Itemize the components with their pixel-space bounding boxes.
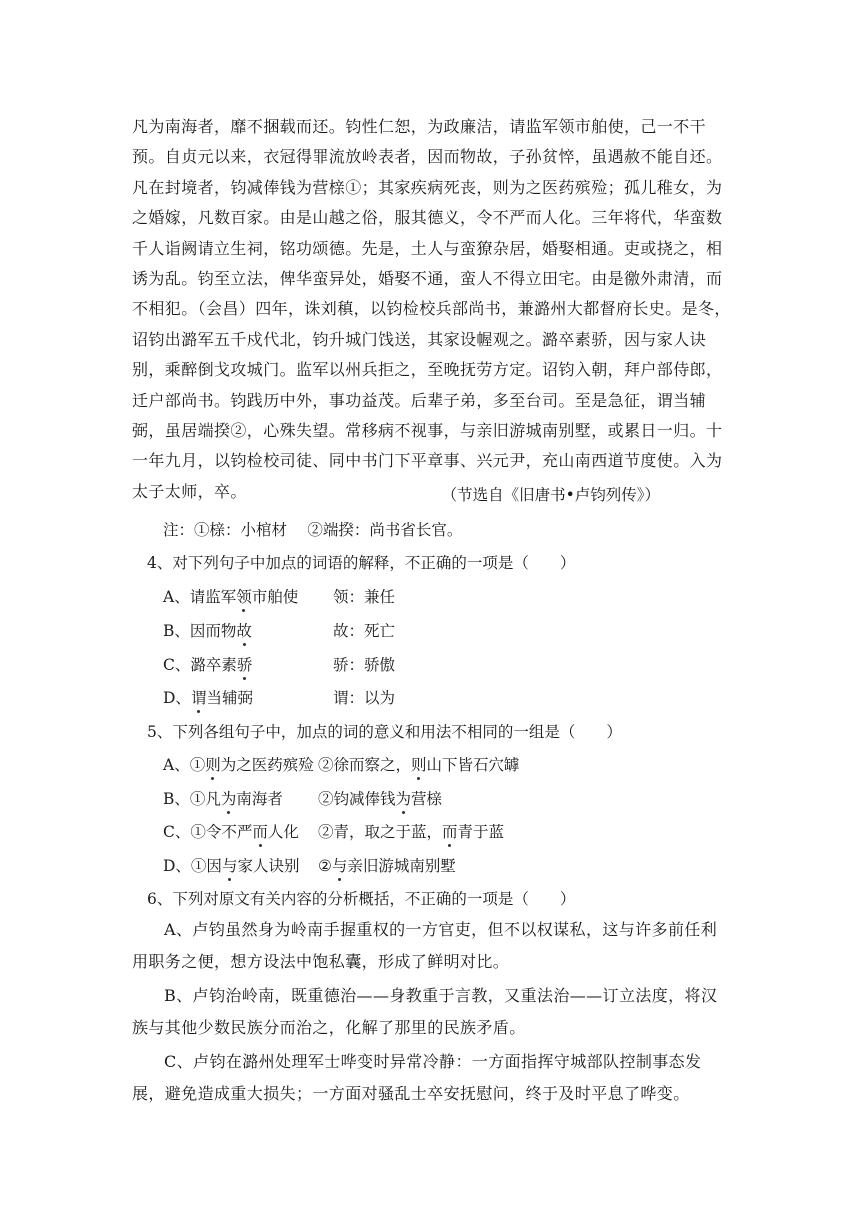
option-sentence-1: B、①凡为南海者 [163, 787, 283, 809]
dotted-word: 为 [221, 787, 237, 809]
option-sentence-2: ②与亲旧游城南别墅 [318, 854, 456, 876]
option-sentence: B、因而物故 [163, 619, 252, 641]
dotted-word: 骄 [237, 653, 253, 675]
option-sentence-2: ②徐而察之，则山下皆石穴罅 [318, 753, 520, 775]
question-6-option-c: C、卢钧在潞州处理军士哗变时异常冷静：一方面指挥守城部队控制事态发展，避免造成重大损失；一方面对骚乱士卒安抚慰问，终于及时平息了哗变。 [132, 1052, 702, 1103]
question-6-option-b: B、卢钧治岭南，既重德治——身教重于言教，又重法治——订立法度，将汉族与其他少数民族分而治之，化解了那里的民族矛盾。 [132, 986, 718, 1037]
question-5-title: 5、下列各组句子中，加点的词的意义和用法不相同的一组是（ ） [147, 723, 622, 741]
option-explanation: 谓：以为 [333, 689, 396, 707]
option-sentence-1: A、①则为之医药殡殓 [163, 753, 314, 775]
dotted-word: 则 [411, 753, 427, 775]
option-sentence: C、潞卒素骄 [163, 653, 252, 675]
dotted-word: 则 [205, 753, 221, 775]
dotted-word: 谓 [191, 686, 207, 708]
option-explanation: 领：兼任 [333, 588, 396, 606]
question-6-option-a: A、卢钧虽然身为岭南手握重权的一方官吏，但不以权谋私，这与许多前任利用职务之便，想方设法中饱私囊，形成了鲜明对比。 [132, 920, 718, 971]
option-sentence: A、请监军领市舶使 [163, 585, 298, 607]
option-sentence-2: ②钧减俸钱为营榇 [318, 787, 442, 809]
dotted-word: 故 [236, 619, 252, 641]
source-citation: （节选自《旧唐书•卢钧列传》） [441, 486, 660, 504]
dotted-word: 领 [236, 585, 252, 607]
option-sentence: D、谓当辅弼 [163, 686, 253, 708]
option-sentence-1: C、①令不严而人化 [163, 820, 299, 842]
dotted-word: 与 [222, 854, 238, 876]
dotted-word: 与 [332, 854, 348, 876]
question-4-title: 4、对下列句子中加点的词语的解释，不正确的一项是（ ） [147, 554, 576, 572]
option-explanation: 骄：骄傲 [333, 656, 396, 674]
annotation-note: 注：①榇：小棺材 ②端揆：尚书省长官。 [163, 521, 463, 539]
dotted-word: 而 [252, 820, 268, 842]
dotted-word: 为 [396, 787, 412, 809]
dotted-word: 而 [442, 820, 458, 842]
question-6-title: 6、下列对原文有关内容的分析概括，不正确的一项是（ ） [147, 890, 576, 908]
passage-text: 凡为南海者，靡不捆载而还。钧性仁恕，为政廉洁，请监军领市舶使，己一不干预。自贞元以来，衣冠得罪流放岭表者，因而物故，子孙贫悴，虽遇赦不能自还。凡在封境者，钧减俸钱为营榇①；其家疾病死丧，则为之医药殡殓；孤儿稚女，为之婚嫁，凡数百家。由是山越之俗，服其德义，令不严而人化。三年将代，华蛮数千人诣阙请立生祠，铭功颂德。先是，土人与蛮獠杂居，婚娶相通。吏或挠之，相诱为乱。钧至立法，俾华蛮异处，婚娶不通，蛮人不得立田宅。由是徼外肃清，而不相犯。（会昌）四年，诛刘稹，以钧检校兵部尚书，兼潞州大都督府长史。是冬，诏钧出潞军五千戍代北，钧升城门饯送，其家设幄观之。潞卒素骄，因与家人诀别，乘醉倒戈攻城门。监军以州兵拒之，至晚抚劳方定。诏钧入朝，拜户部侍郎，迁户部尚书。钧践历中外，事功益茂。后辈子弟，多至台司。至是急征，谓当辅弼，虽居端揆②，心殊失望。常移病不视事，与亲旧游城南别墅，或累日一归。十一年九月，以钧检校司徒、同中书门下平章事、兴元尹，充山南西道节度使。入为太子太师，卒。 [132, 117, 731, 501]
option-sentence-2: ②青，取之于蓝，而青于蓝 [318, 820, 504, 842]
option-sentence-1: D、①因与家人诀别 [163, 854, 299, 876]
option-explanation: 故：死亡 [333, 622, 396, 640]
